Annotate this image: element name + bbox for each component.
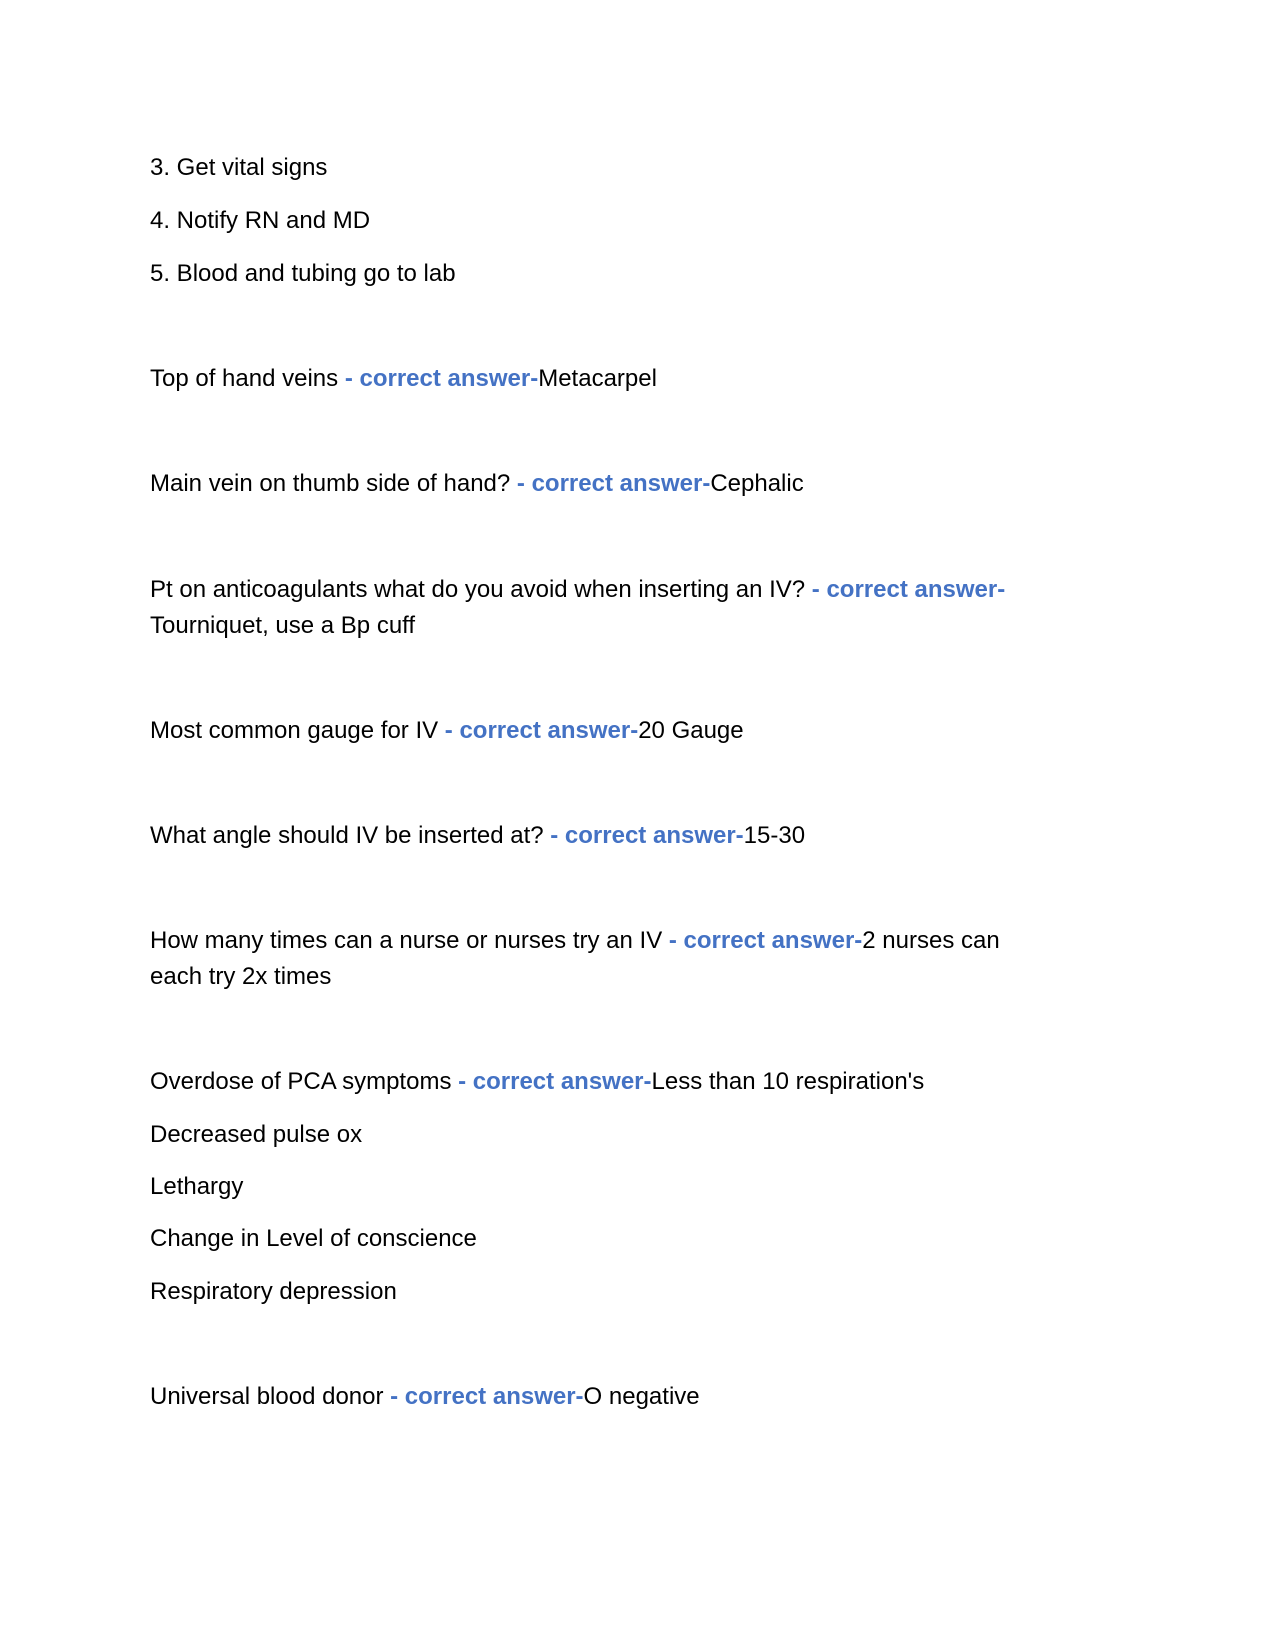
qa-question: Pt on anticoagulants what do you avoid when inserting an IV? - correct answer-	[150, 576, 1006, 603]
list-item: 5. Blood and tubing go to lab	[150, 260, 456, 287]
list-item: Lethargy	[150, 1173, 244, 1200]
qa-answer: Tourniquet, use a Bp cuff	[150, 612, 416, 639]
correct-answer-label: - correct answer-	[811, 576, 1006, 603]
qa-answer: 2 nurses can	[862, 927, 1000, 954]
correct-answer-label: - correct answer-	[668, 927, 863, 954]
qa-question: Top of hand veins - correct answer-Metacarpel	[150, 365, 657, 392]
qa-question: Main vein on thumb side of hand? - correct answer-Cephalic	[150, 470, 804, 497]
qa-answer: 15-30	[743, 822, 806, 849]
qa-question: Most common gauge for IV - correct answer-20 Gauge	[150, 717, 744, 744]
qa-answer-continued: each try 2x times	[150, 963, 332, 990]
correct-answer-label: - correct answer-	[390, 1383, 584, 1410]
qa-answer: Metacarpel	[538, 365, 657, 392]
list-item: 4. Notify RN and MD	[150, 207, 371, 234]
list-item: Respiratory depression	[150, 1278, 397, 1305]
correct-answer-label: - correct answer-	[550, 822, 744, 849]
list-item: Change in Level of conscience	[150, 1225, 477, 1252]
qa-answer: O negative	[583, 1383, 700, 1410]
qa-question: Universal blood donor - correct answer-O negative	[150, 1383, 700, 1410]
qa-question: How many times can a nurse or nurses try an IV - correct answer-2 nurses can	[150, 927, 1000, 954]
correct-answer-label: - correct answer-	[516, 470, 711, 497]
correct-answer-label: - correct answer-	[344, 365, 539, 392]
qa-answer: Less than 10 respiration's	[651, 1068, 925, 1095]
list-item: 3. Get vital signs	[150, 154, 328, 181]
qa-question: What angle should IV be inserted at? - correct answer-15-30	[150, 822, 806, 849]
qa-question: Overdose of PCA symptoms - correct answer-Less than 10 respiration's	[150, 1068, 925, 1095]
qa-answer: 20 Gauge	[638, 717, 744, 744]
correct-answer-label: - correct answer-	[444, 717, 639, 744]
correct-answer-label: - correct answer-	[458, 1068, 652, 1095]
qa-answer: Cephalic	[710, 470, 804, 497]
list-item: Decreased pulse ox	[150, 1121, 363, 1148]
